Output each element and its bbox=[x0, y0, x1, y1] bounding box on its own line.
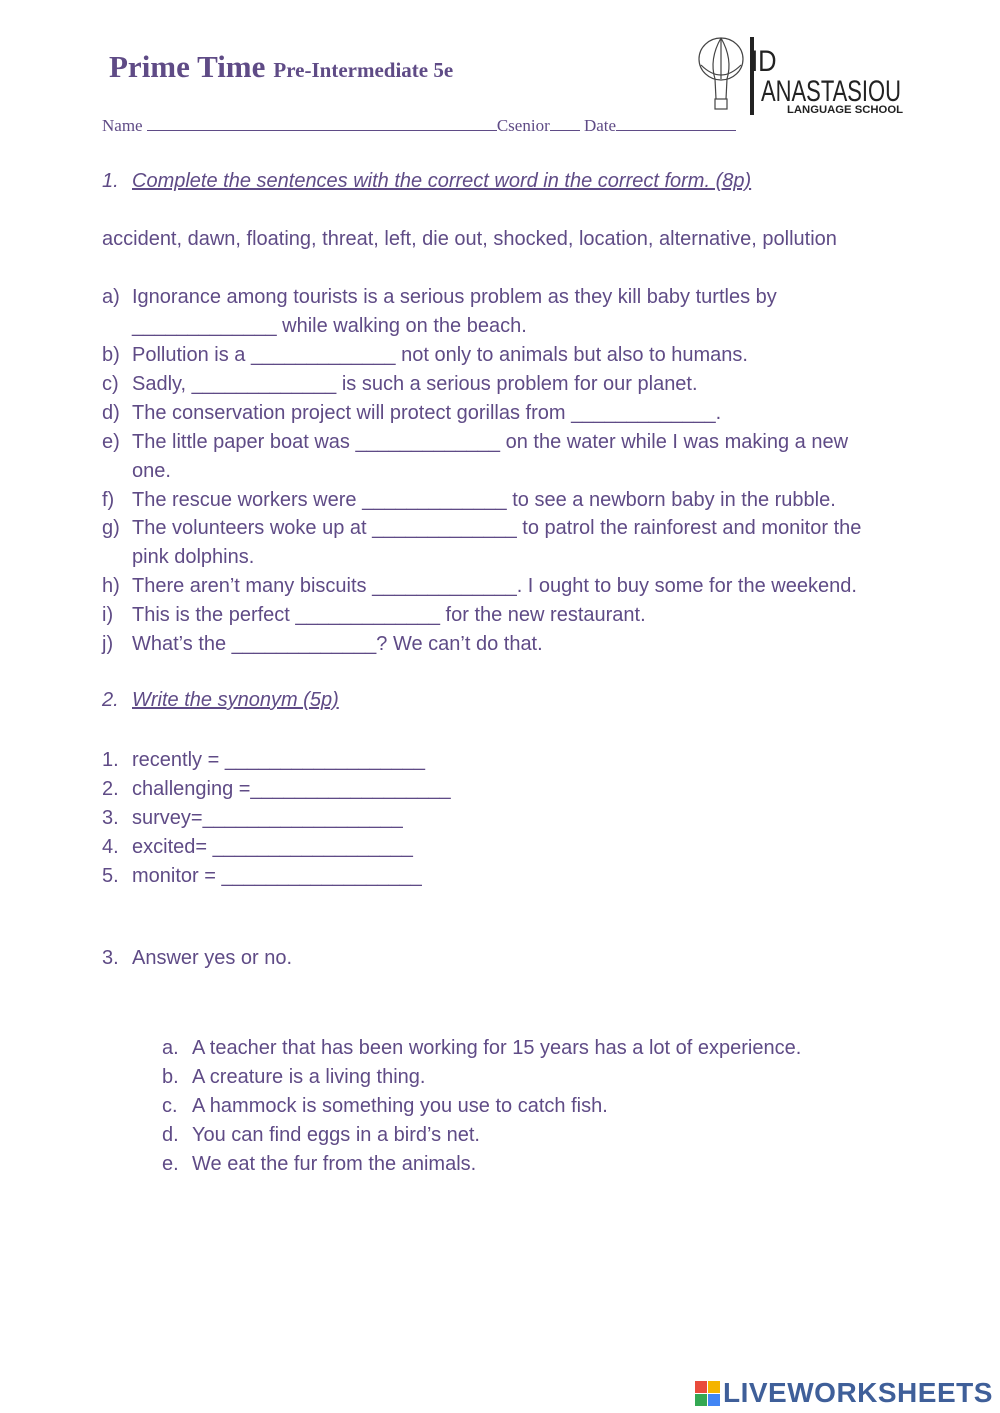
class-label: Csenior bbox=[496, 116, 550, 135]
logo-line3: LANGUAGE SCHOOL bbox=[787, 104, 904, 116]
hot-air-balloon-icon bbox=[695, 35, 910, 117]
logo-line2: ANASTASIOU bbox=[761, 75, 901, 108]
word-bank: accident, dawn, floating, threat, left, die out, shocked, location, alternative, pollution bbox=[102, 228, 837, 250]
worksheet-title bbox=[109, 48, 453, 85]
title-main: Prime Time bbox=[109, 49, 266, 84]
section2-heading: 2. Write the synonym (5p) bbox=[102, 689, 339, 711]
school-logo bbox=[695, 35, 910, 117]
liveworksheets-icon bbox=[695, 1381, 721, 1407]
student-info-line bbox=[102, 115, 736, 136]
title-sub: Pre-Intermediate 5e bbox=[273, 58, 454, 82]
section3-heading: 3. Answer yes or no. bbox=[102, 947, 293, 969]
liveworksheets-brand: LIVEWORKSHEETS bbox=[723, 1377, 993, 1408]
date-label: Date bbox=[583, 116, 617, 135]
name-label: Name bbox=[102, 116, 143, 135]
name-field[interactable] bbox=[147, 115, 497, 131]
date-field[interactable] bbox=[616, 115, 736, 131]
class-field[interactable] bbox=[550, 115, 580, 131]
logo-line1: ID bbox=[751, 44, 777, 78]
liveworksheets-footer bbox=[695, 1377, 995, 1411]
section1-heading: 1. Complete the sentences with the correct word in the correct form. (8p) bbox=[102, 170, 752, 192]
